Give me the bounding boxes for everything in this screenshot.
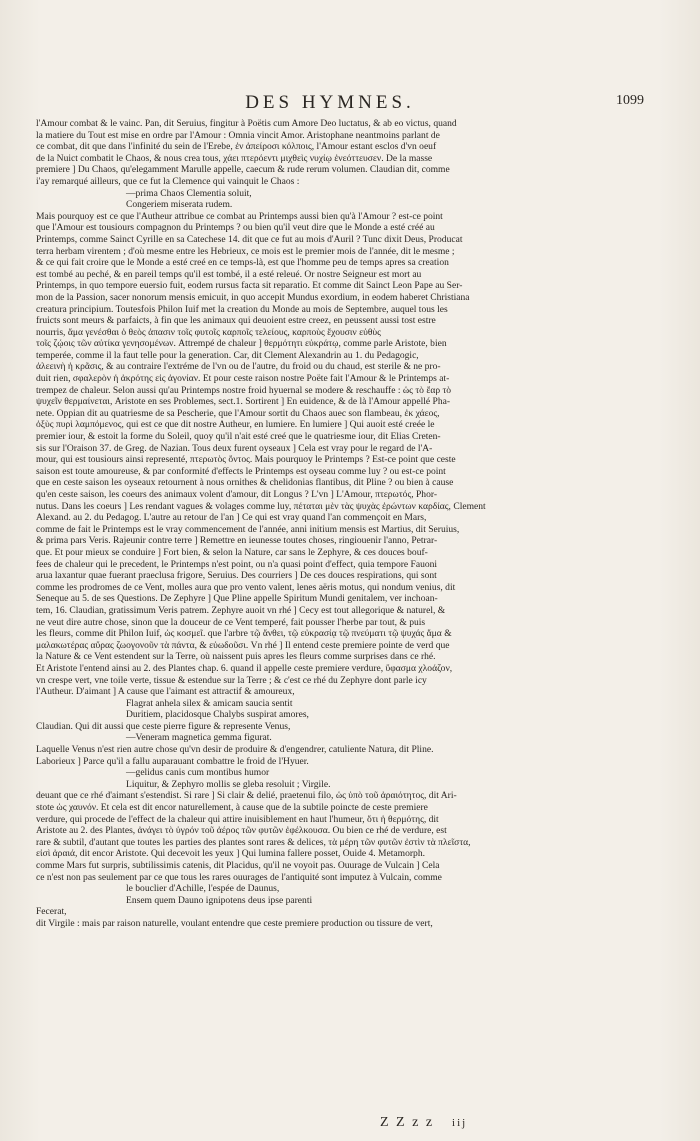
text-line: ἀλεεινὴ ἡ κρᾶσις, & au contraire l'extréme de l'vn ou de l'autre, du froid ou du chaud, est sterile & ne pro-	[36, 361, 441, 373]
text-line: rare & subtil, d'autant que toutes les parties des plantes sont rares & delices, τὰ μέρη τῶν φυτῶν ἐστὶν τὰ πλεῖστα,	[36, 836, 471, 848]
text-line: ψυχεῖν θερμαίνεται, Aristote en ses Problemes, sect.1. Sortirent ] En euidence, & de là l'Amour appellé Pha-	[36, 396, 451, 408]
page-number: 1099	[616, 93, 644, 108]
text-line: stote ὡς χαυνόν. Et cela est dit encor naturellement, à cause que de la subtile poincte de ceste premiere	[36, 802, 428, 814]
text-line: Aristote au 2. des Plantes, ἀνάγει τὸ ὑγρόν τοῦ ἀέρος τῶν φυτῶν ἐφέλκουσα. Ou bien ce rhé de verdure, est	[36, 825, 447, 837]
text-line: Printemps, in quo tempore euersio fuit, eodem rursus facta sit reparatio. Et comme dit Sainct Leon Pape au Ser-	[36, 280, 463, 292]
text-line: Fecerat,	[36, 906, 67, 918]
text-line: comme Mars fut surpris, subtilissimis catenis, dit Placidus, qu'il ne voyoit pas. Ouurage de Vulcain ] Cela	[36, 860, 440, 871]
text-line: dit Virgile : mais par raison naturelle, voulant entendre que ceste premiere production ou tissure de vert,	[36, 917, 433, 929]
text-line: —Veneram magnetica gemma figurat.	[126, 732, 272, 744]
text-line: deuant que ce rhé d'aimant s'estendist. Si rare ] Si clair & delié, praetenui filo, ὡς ὑπὸ τοῦ ἀραιότητος, dit Ari-	[36, 790, 457, 802]
text-line: les fleurs, comme dit Philon Iuif, ὡς κοσμεῖ. que l'arbre τῷ ἄνθει, τῷ εὐκρασίᾳ τῷ πνεύματι τῷ ψυχάς ἅμα &	[36, 628, 452, 640]
text-line: & ce qui fait croire que le Monde a esté creé en ce temps-là, est que l'homme peu de temps apres sa creation	[36, 257, 449, 269]
text-line: nete. Oppian dit au quatriesme de sa Pescherie, que l'Amour sortit du Chaos auec son flambeau, ἐκ χάεος,	[36, 407, 440, 419]
text-line: Mais pourquoy est ce que l'Autheur attribue ce combat au Printemps aussi bien qu'à l'Amour ? est-ce point	[36, 210, 443, 222]
text-line: saison est toute amoureuse, & par conformité d'effects le Printemps est oyseau comme luy ? ou est-ce point	[36, 465, 446, 477]
text-line: verdure, qui procede de l'effect de la chaleur qui attire inuisiblement en haut l'humeur, ὅτι ἡ θερμότης, dit	[36, 813, 439, 825]
text-line: Printemps, comme Sainct Cyrille en sa Catechese 14. dit que ce fut au mois d'Auril ? Tunc dixit Deus, Producat	[36, 233, 463, 245]
text-line: εἰσὶ ἀραιά, dit encor Aristote. Qui decevoit les yeux ] Qui lumina fallere posset, Ouide 4. Metamorph.	[36, 848, 425, 860]
text-line: le bouclier d'Achille, l'espée de Daunus,	[126, 883, 280, 895]
text-line: Alexand. au 2. du Pedagog. L'autre au retour de l'an ] Ce qui est vray quand l'an commençoit en Mars,	[36, 512, 427, 524]
signature-mark	[380, 1115, 467, 1131]
text-line: la Nature & ce Vent estendent sur la Terre, où naissent puis apres les fleurs comme surprises dans ce rhé.	[36, 651, 436, 663]
text-line: Et Aristote l'entend ainsi au 2. des Plantes chap. 6. quand il appelle ceste premiere verdure, ὕφασμα χλοάζον,	[36, 662, 453, 674]
signature-numeral: iij	[452, 1117, 468, 1129]
text-line: Flagrat anhela silex & amicam saucia sentit	[126, 697, 293, 709]
text-line: l'Autheur. D'aimant ] A cause que l'aimant est attractif & amoureux,	[36, 686, 295, 698]
text-line: est tombé au peché, & en pareil temps qu'il est tombé, il a esté releué. Or nostre Seigneur est mort au	[36, 268, 422, 280]
text-line: temperée, comme il la faut telle pour la generation. Car, dit Clement Alexandrin au 1. du Pedagogic,	[36, 349, 419, 361]
text-line: Seneque au 5. de ses Questions. De Zephyre ] Que Pline appelle Spiritum Mundi genitalem, ver inchoan-	[36, 593, 438, 605]
text-line: premier iour, & estoit la forme du Soleil, quoy qu'il n'ait esté creé que le quatriesme iour, dit Elias Creten-	[36, 431, 441, 443]
text-line: la matiere du Tout est mise en ordre par l'Amour : Omnia vincit Amor. Aristophane neantmoins parlant de	[36, 129, 440, 141]
text-line: ce n'est non pas seulement par ce que tous les rares ouurages de l'antiquité sont imputez à Vulcain, comme	[36, 871, 442, 883]
text-line: & prima pars Veris. Rajeunir contre terre ] Remettre en ieunesse toutes choses, ringiouenir l'anno, Petrar-	[36, 535, 438, 547]
text-line: premiere ] Du Chaos, qu'elegamment Marulle appelle, caecum & rude rerum volumen. Claudian dit, comme	[36, 164, 450, 176]
text-line: creatura principium. Toutesfois Philon Iuif met la creation du Monde au mois de Septembre, auquel tous les	[36, 303, 448, 315]
text-line: —prima Chaos Clementia soluit,	[126, 187, 252, 199]
text-line: τοῖς ζῴοις τῶν αὐτίκα γενησομένων. Attrempé de chaleur ] θερμότητι εὐκράτῳ, comme parle Aristote, bien	[36, 338, 447, 350]
text-line: que en ceste saison les oyseaux retournent à nous ornithes & chelidonias flantibus, dit Pline ? ou bien à cause	[36, 477, 454, 489]
text-line: mour, qui est tousiours ainsi representé, πτερωτὸς ὄντος. Mais pourquoy le Printemps ? Est-ce point que ceste	[36, 454, 456, 466]
text-line: de la Nuict combatit le Chaos, & nous crea tous, χάει πτερόεντι μιχθεὶς νυχίῳ ἐνεόττευσεν. De la masse	[36, 152, 433, 164]
text-line: Claudian. Qui dit aussi que ceste pierre figure & represente Venus,	[36, 720, 291, 732]
text-line: que. Et pour mieux se conduire ] Fort bien, & selon la Nature, car sans le Zephyre, & ces douces bouf-	[36, 546, 428, 558]
text-line: sis sur l'Oraison 37. de Greg. de Nazian. Tous deux furent oyseaux ] Cela est vray pour le regard de l'A-	[36, 442, 433, 454]
text-line: que l'Amour est tousiours compagnon du Printemps ? ou bien qu'il veut dire que le Monde a esté créé au	[36, 222, 435, 234]
text-line: terra herbam virentem ; d'où mesme entre les Hebrieux, ce mois est le premier mois de l'année, dit le mesme ;	[36, 245, 455, 257]
text-line: Ensem quem Dauno ignipotens deus ipse parenti	[126, 894, 313, 906]
text-line: ne veut dire autre chose, sinon que la douceur de ce Vent temperé, fait pousser l'herbe par tout, & puis	[36, 616, 426, 628]
signature-letters: Z Z z z	[380, 1115, 435, 1130]
text-line: arua laxantur quae fuerant praeclusa frigore, Seruius. Des courriers ] De ces douces respirations, qui sont	[36, 570, 437, 582]
text-line: Liquitur, & Zephyro mollis se gleba resoluit ; Virgile.	[126, 778, 331, 790]
text-line: mon de la Passion, sacer nonorum mensis emicuit, in quo accepit Mundus exordium, in eodem haberet Christiana	[36, 291, 470, 303]
text-line: nourris, ἅμα γενέσθαι ὁ θεὸς ἀπασιν τοῖς φυτοῖς καρποῖς τελείους, καρποὺς ἔχουσιν εὐθὺς	[36, 326, 381, 338]
page-title: DES HYMNES.	[245, 92, 415, 113]
body-text	[36, 118, 664, 930]
text-line: l'Amour combat & le vainc. Pan, dit Seruius, fingitur à Poëtis cum Amore Deo luctatus, & ab eo victus, quand	[36, 118, 457, 129]
text-line: Laborieux ] Parce qu'il a fallu auparauant combattre le froid de l'Hyuer.	[36, 755, 309, 767]
text-line: fees de chaleur qui le precedent, le Printemps n'est point, ou n'a quasi point d'effect, quia tempore Fauoni	[36, 558, 438, 570]
text-line: i'ay remarqué ailleurs, que ce fut la Clemence qui vainquit le Chaos :	[36, 175, 300, 187]
text-line: nutus. Dans les coeurs ] Les rendant vagues & volages comme luy, πέταται μὲν τὰς ψυχὰς ἐρώντων καρδίας, Clement	[36, 500, 486, 512]
text-line: —gelidus canis cum montibus humor	[126, 767, 270, 779]
text-line: μαλακωτέρας αὔρας ζωογονοῦν τὰ πάντα, & εὐωδοῦσι. Vn rhé ] Il entend ceste premiere pointe de verd que	[36, 639, 450, 651]
text-line: Duritiem, placidosque Chalybs suspirat amores,	[126, 709, 309, 721]
text-line: Congeriem miserata rudem.	[126, 199, 233, 211]
text-line: duit rien, σφαλερὸν ἡ ἀκρότης εἰς ἀγονίαν. Et pour ceste raison nostre Poëte fait l'Amour & le Printemps at-	[36, 373, 450, 385]
text-line: qu'en ceste saison, les coeurs des animaux volent d'amour, dit Longus ? L'vn ] L'Amour, πτερωτός, Phor-	[36, 489, 438, 500]
text-line: tem, 16. Claudian, gratissimum Veris patrem. Zephyre auoit vn rhé ] Cecy est tout allegorique & naturel, &	[36, 604, 446, 616]
text-line: ὀξὺς πυρὶ λαμπόμενος, qui est ce que dit nostre Autheur, en lumiere. En lumiere ] Qui auoit esté creée le	[36, 419, 435, 431]
text-line: trempez de chaleur. Selon aussi qu'au Printemps nostre froid hyuernal se modere & reschauffe : ὡς τὸ ἔαρ τὸ	[36, 384, 452, 396]
text-line: Laquelle Venus n'est rien autre chose qu'vn desir de produire & d'engendrer, catuliente Natura, dit Pline.	[36, 744, 434, 756]
text-line: fruicts sont meurs & parfaicts, à fin que les animaux qui deuoient estre creez, en peussent aussi tost estre	[36, 315, 436, 327]
text-line: ce combat, dit que dans l'infinité du sein de l'Erebe, ἐν ἀπείροσι κόλποις, l'Amour estant esclos d'vn oeuf	[36, 141, 437, 153]
text-line: vn crespe vert, vne toile verte, tissue & estendue sur la Terre ; & c'est ce rhé du Zephyre dont parle icy	[36, 674, 427, 686]
text-line: comme les prodromes de ce Vent, molles aura que pro vento valent, lenes aëris motus, qui nondum venius, dit	[36, 581, 456, 593]
text-line: comme de fait le Printemps est le vray commencement de l'année, anni initium mensis est Martius, dit Seruius,	[36, 523, 460, 535]
